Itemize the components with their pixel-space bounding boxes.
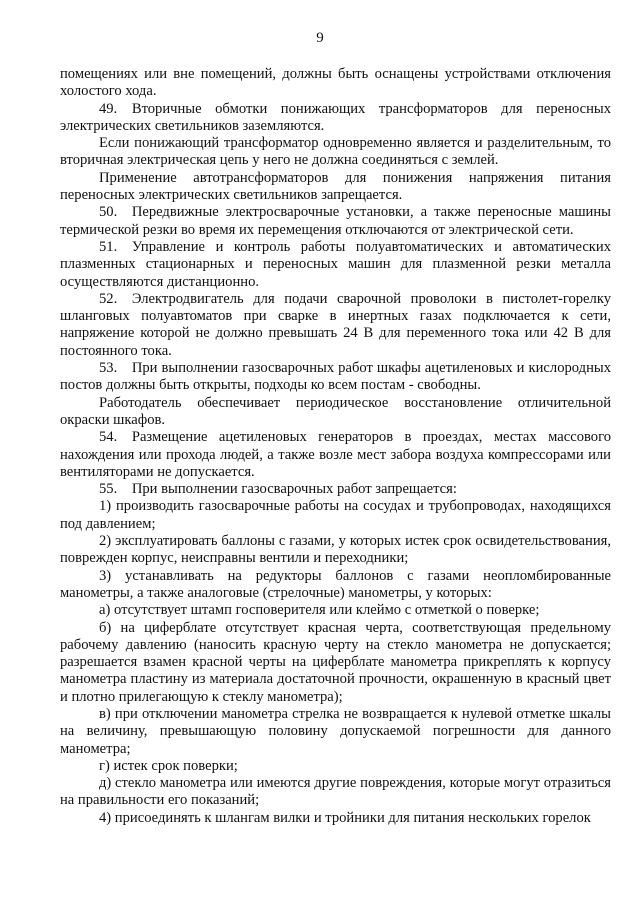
list-item-3v: в) при отключении манометра стрелка не возвращается к нулевой отметке шкалы на величину, превышающую половину допускаемой погрешности для данного манометра; — [60, 705, 611, 757]
page-number: 9 — [316, 30, 324, 46]
document-body — [60, 66, 611, 827]
paragraph-53: 53. При выполнении газосварочных работ шкафы ацетиленовых и кислородных постов должны быть открыты, подходы ко всем постам - свободны. — [60, 360, 611, 394]
list-item-3: 3) устанавливать на редукторы баллонов с газами неопломбированные манометры, а также аналоговые (стрелочные) манометры, у которых: — [60, 567, 611, 601]
list-item-3d: д) стекло манометра или имеются другие повреждения, которые могут отразиться на правильности его показаний; — [60, 775, 611, 809]
paragraph-49: 49. Вторичные обмотки понижающих трансформаторов для переносных электрических светильников заземляются. — [60, 100, 611, 134]
list-item-2: 2) эксплуатировать баллоны с газами, у которых истек срок освидетельствования, поврежден корпус, неисправны вентили и переходники; — [60, 533, 611, 567]
list-item-3b: б) на циферблате отсутствует красная черта, соответствующая предельному рабочему давлению (наносить красную черту на стекло манометра не допускается; разрешается взамен красной черты на циферблате манометра прикреплять к корпусу манометра пластину из материала достаточной прочности, окрашенную в красный цвет и плотно прилегающую к стеклу манометра); — [60, 619, 611, 705]
list-item-3a: а) отсутствует штамп госповерителя или клеймо с отметкой о поверке; — [99, 602, 540, 619]
paragraph-50: 50. Передвижные электросварочные установки, а также переносные машины термической резки во время их перемещения отключаются от электрической сети. — [60, 204, 611, 238]
paragraph-continuation: помещениях или вне помещений, должны быть оснащены устройствами отключения холостого хода. — [60, 66, 611, 100]
paragraph-49-autotransformer: Применение автотрансформаторов для понижения напряжения питания переносных электрических светильников запрещается. — [60, 169, 611, 204]
paragraph-55: 55. При выполнении газосварочных работ запрещается: — [99, 481, 457, 498]
list-item-1: 1) производить газосварочные работы на сосудах и трубопроводах, находящихся под давлением; — [60, 498, 611, 532]
list-item-4: 4) присоединять к шлангам вилки и тройники для питания нескольких горелок — [99, 809, 591, 826]
paragraph-52: 52. Электродвигатель для подачи сварочной проволоки в пистолет-горелку шланговых полуавтоматов при сварке в инертных газах подключается к сети, напряжение которой не должно превышать 24 В для переменного тока или 42 В для постоянного тока. — [60, 290, 611, 359]
list-item-3g: г) истек срок поверки; — [99, 757, 238, 774]
paragraph-51: 51. Управление и контроль работы полуавтоматических и автоматических плазменных стационарных и переносных машин для плазменной резки металла осуществляются дистанционно. — [60, 238, 611, 290]
paragraph-49-transformer: Если понижающий трансформатор одновременно является и разделительным, то вторичная электрическая цепь у него не должна соединяться с землей. — [60, 135, 611, 169]
paragraph-53-employer: Работодатель обеспечивает периодическое восстановление отличительной окраски шкафов. — [60, 394, 611, 428]
paragraph-54: 54. Размещение ацетиленовых генераторов в проездах, местах массового нахождения или прохода людей, а также возле мест забора воздуха компрессорами или вентиляторами не допускается. — [60, 429, 611, 480]
